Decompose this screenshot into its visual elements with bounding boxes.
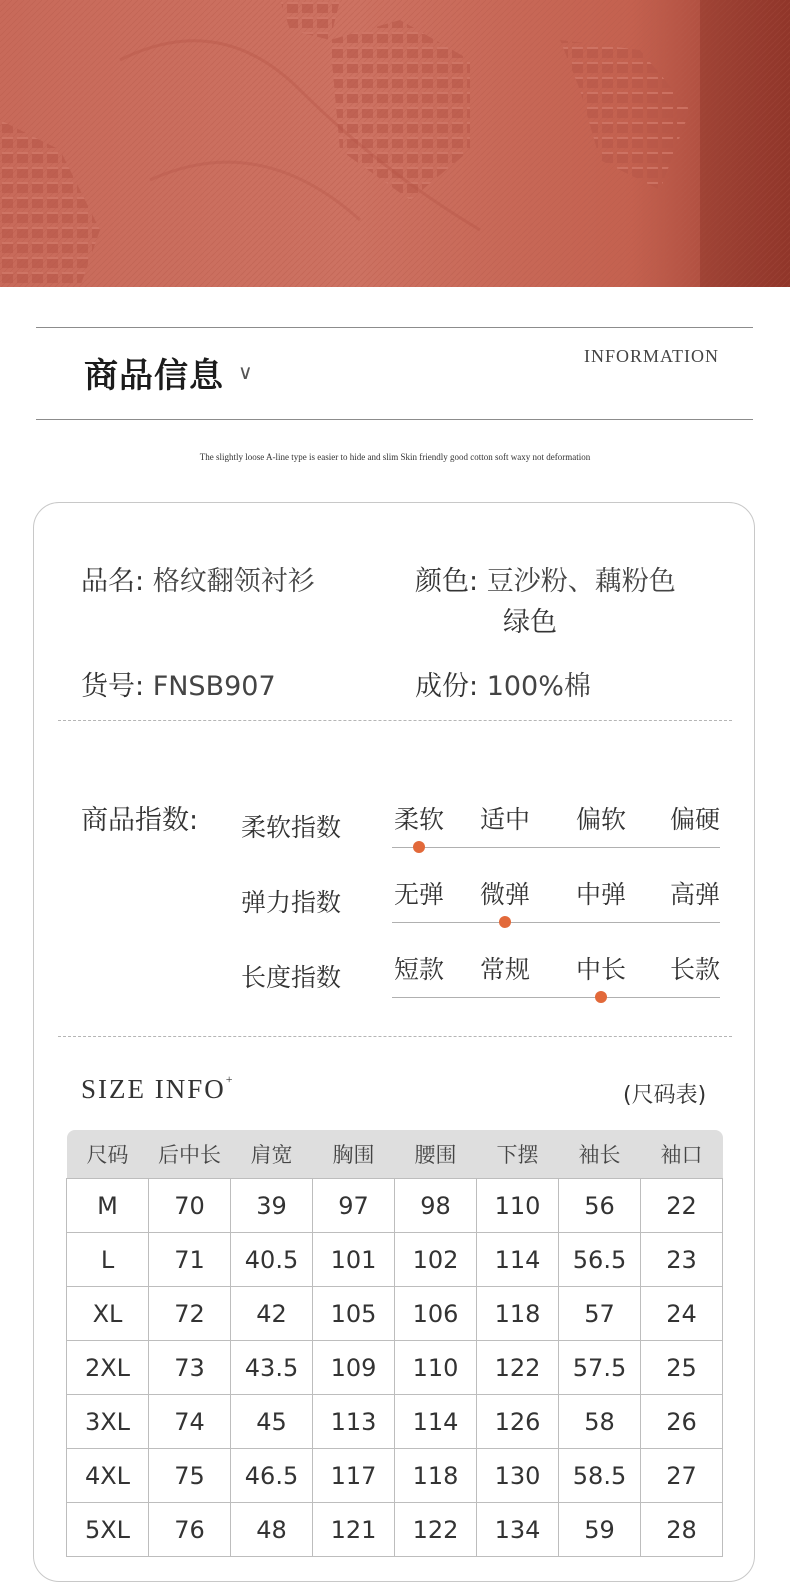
table-cell: XL xyxy=(67,1287,149,1341)
table-row xyxy=(67,1287,723,1341)
size-table-header-cell: 袖口 xyxy=(641,1130,723,1179)
product-name-value: 格纹翻领衬衫 xyxy=(152,566,315,597)
table-cell: 56 xyxy=(559,1179,641,1233)
size-info-subtitle: (尺码表) xyxy=(623,1083,707,1108)
size-table xyxy=(66,1130,723,1557)
table-cell: 76 xyxy=(149,1503,231,1557)
table-cell: 114 xyxy=(395,1395,477,1449)
product-color xyxy=(415,559,676,598)
table-cell: 24 xyxy=(641,1287,723,1341)
size-table-header-cell: 肩宽 xyxy=(231,1130,313,1179)
table-cell: 26 xyxy=(641,1395,723,1449)
table-cell: 75 xyxy=(149,1449,231,1503)
indices-title: 商品指数: xyxy=(81,805,199,836)
index-option: 常规 xyxy=(479,955,531,984)
index-option: 偏硬 xyxy=(669,805,721,834)
index-track xyxy=(392,847,720,848)
table-row xyxy=(67,1341,723,1395)
size-info-title-text: SIZE INFO xyxy=(81,1074,226,1104)
index-label: 柔软指数 xyxy=(241,813,342,842)
index-label: 弹力指数 xyxy=(241,888,342,917)
divider xyxy=(58,720,732,721)
product-material-label: 成份: xyxy=(415,671,479,702)
table-cell: 3XL xyxy=(67,1395,149,1449)
table-cell: 110 xyxy=(477,1179,559,1233)
table-cell: 25 xyxy=(641,1341,723,1395)
size-info-title-sup: + xyxy=(225,1072,235,1086)
size-table-header-cell: 袖长 xyxy=(559,1130,641,1179)
table-cell: 22 xyxy=(641,1179,723,1233)
size-table-header-cell: 后中长 xyxy=(149,1130,231,1179)
table-cell: 70 xyxy=(149,1179,231,1233)
size-table-header-cell: 下摆 xyxy=(477,1130,559,1179)
size-info-title xyxy=(81,1074,235,1105)
table-row xyxy=(67,1233,723,1287)
table-cell: 42 xyxy=(231,1287,313,1341)
index-option: 偏软 xyxy=(575,805,627,834)
size-table-header xyxy=(67,1130,723,1179)
product-color-value: 豆沙粉、藕粉色 xyxy=(486,566,676,597)
index-track xyxy=(392,997,720,998)
fabric-photo xyxy=(0,0,790,287)
divider xyxy=(58,1036,732,1037)
header-bottom-rule xyxy=(36,419,753,420)
index-row xyxy=(0,950,790,1010)
table-cell: 59 xyxy=(559,1503,641,1557)
index-option: 无弹 xyxy=(393,880,445,909)
table-cell: 27 xyxy=(641,1449,723,1503)
table-cell: 57 xyxy=(559,1287,641,1341)
index-option: 中长 xyxy=(575,955,627,984)
table-cell: 118 xyxy=(477,1287,559,1341)
index-marker xyxy=(413,841,425,853)
product-material-value: 100%棉 xyxy=(486,671,591,702)
section-english-title: INFORMATION xyxy=(584,346,720,366)
size-table-header-cell: 腰围 xyxy=(395,1130,477,1179)
product-sku-label: 货号: xyxy=(81,671,145,702)
header-top-rule xyxy=(36,327,753,328)
table-cell: 73 xyxy=(149,1341,231,1395)
table-row xyxy=(67,1395,723,1449)
product-name xyxy=(81,559,315,598)
table-cell: 45 xyxy=(231,1395,313,1449)
index-row xyxy=(0,875,790,935)
index-row xyxy=(0,800,790,860)
table-cell: 122 xyxy=(477,1341,559,1395)
table-cell: 74 xyxy=(149,1395,231,1449)
product-color-label: 颜色: xyxy=(415,566,479,597)
table-row xyxy=(67,1179,723,1233)
table-cell: 48 xyxy=(231,1503,313,1557)
product-material xyxy=(415,664,591,703)
table-cell: 23 xyxy=(641,1233,723,1287)
table-cell: 72 xyxy=(149,1287,231,1341)
product-color-value-line2: 绿色 xyxy=(503,607,557,638)
table-cell: 106 xyxy=(395,1287,477,1341)
size-table-header-cell: 尺码 xyxy=(67,1130,149,1179)
index-marker xyxy=(499,916,511,928)
table-cell: 121 xyxy=(313,1503,395,1557)
table-cell: 58.5 xyxy=(559,1449,641,1503)
index-option: 长款 xyxy=(669,955,721,984)
table-row xyxy=(67,1503,723,1557)
index-option: 适中 xyxy=(479,805,531,834)
table-cell: 28 xyxy=(641,1503,723,1557)
fabric-texture xyxy=(0,0,790,287)
table-cell: 46.5 xyxy=(231,1449,313,1503)
size-table-header-cell: 胸围 xyxy=(313,1130,395,1179)
table-cell: 43.5 xyxy=(231,1341,313,1395)
table-cell: 109 xyxy=(313,1341,395,1395)
table-cell: L xyxy=(67,1233,149,1287)
table-cell: 2XL xyxy=(67,1341,149,1395)
index-option: 高弹 xyxy=(669,880,721,909)
table-cell: 114 xyxy=(477,1233,559,1287)
table-cell: 71 xyxy=(149,1233,231,1287)
table-cell: 98 xyxy=(395,1179,477,1233)
product-sku xyxy=(81,664,276,703)
table-cell: 102 xyxy=(395,1233,477,1287)
table-cell: 39 xyxy=(231,1179,313,1233)
table-row xyxy=(67,1449,723,1503)
table-cell: 97 xyxy=(313,1179,395,1233)
table-cell: 57.5 xyxy=(559,1341,641,1395)
index-option: 柔软 xyxy=(393,805,445,834)
index-option: 中弹 xyxy=(575,880,627,909)
table-cell: 58 xyxy=(559,1395,641,1449)
table-cell: 5XL xyxy=(67,1503,149,1557)
size-table-body xyxy=(67,1179,723,1557)
index-option: 微弹 xyxy=(479,880,531,909)
table-cell: 40.5 xyxy=(231,1233,313,1287)
index-marker xyxy=(595,991,607,1003)
table-cell: 118 xyxy=(395,1449,477,1503)
product-sku-value: FNSB907 xyxy=(152,671,276,702)
table-cell: 134 xyxy=(477,1503,559,1557)
table-cell: 113 xyxy=(313,1395,395,1449)
index-option: 短款 xyxy=(393,955,445,984)
index-label: 长度指数 xyxy=(241,963,342,992)
table-cell: 56.5 xyxy=(559,1233,641,1287)
table-cell: 4XL xyxy=(67,1449,149,1503)
table-cell: 110 xyxy=(395,1341,477,1395)
section-title: 商品信息 xyxy=(84,356,224,396)
table-cell: 105 xyxy=(313,1287,395,1341)
table-cell: 122 xyxy=(395,1503,477,1557)
product-tagline: The slightly loose A-line type is easier to hide and slim Skin friendly good cotton soft waxy not deformation xyxy=(199,452,591,462)
table-cell: 130 xyxy=(477,1449,559,1503)
index-track xyxy=(392,922,720,923)
table-cell: M xyxy=(67,1179,149,1233)
table-cell: 101 xyxy=(313,1233,395,1287)
table-cell: 117 xyxy=(313,1449,395,1503)
product-name-label: 品名: xyxy=(81,566,145,597)
chevron-down-icon: ∨ xyxy=(238,360,253,384)
table-cell: 126 xyxy=(477,1395,559,1449)
